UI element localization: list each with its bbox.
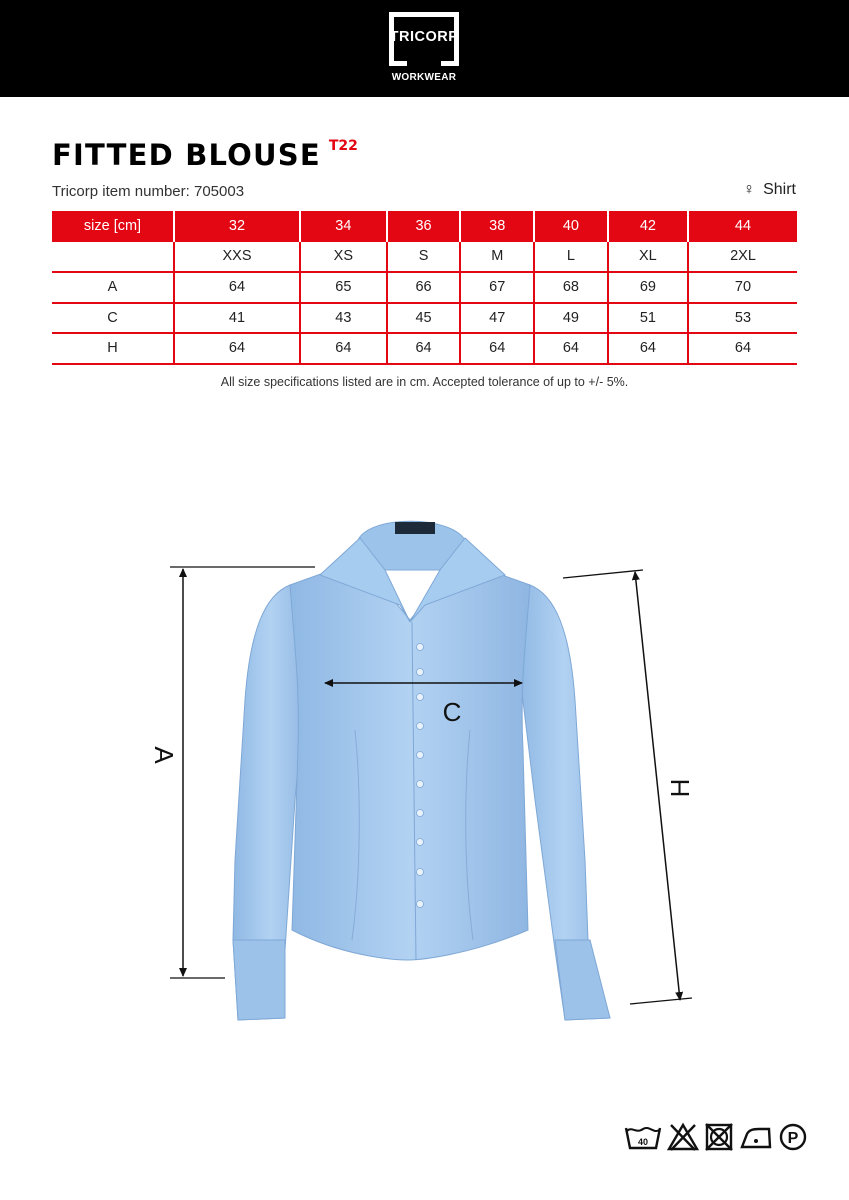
table-cell: 64: [460, 333, 534, 364]
table-cell: 66: [387, 272, 461, 303]
table-cell: 41: [174, 303, 300, 334]
gender-badge: [743, 181, 796, 199]
item-number: Tricorp item number: 705003: [52, 183, 245, 200]
table-header-cell: 34: [300, 211, 387, 242]
label-c: C: [442, 697, 462, 727]
table-cell: XL: [608, 242, 688, 273]
table-cell: L: [534, 242, 608, 273]
table-cell: 43: [300, 303, 387, 334]
iron-low-icon: [739, 1122, 773, 1152]
product-title: FITTED BLOUSE: [52, 138, 321, 172]
table-cell: H: [52, 333, 174, 364]
table-header-cell: 32: [174, 211, 300, 242]
label-a: A: [149, 746, 180, 764]
table-cell: A: [52, 272, 174, 303]
table-cell: 64: [688, 333, 797, 364]
table-header-cell: 42: [608, 211, 688, 242]
table-cell: 64: [534, 333, 608, 364]
no-bleach-icon: [667, 1122, 699, 1152]
care-instructions: [624, 1122, 799, 1152]
no-tumble-dry-icon: [704, 1122, 734, 1152]
brand-logo: [380, 12, 470, 86]
product-code: T22: [328, 138, 358, 154]
table-header-cell: 36: [387, 211, 461, 242]
table-header-cell: 44: [688, 211, 797, 242]
table-cell: 64: [174, 333, 300, 364]
table-cell: 64: [608, 333, 688, 364]
table-header-cell: size [cm]: [52, 211, 174, 242]
size-table-header: [52, 211, 797, 242]
table-header-cell: 40: [534, 211, 608, 242]
table-cell: S: [387, 242, 461, 273]
header-bar: [0, 0, 849, 97]
table-cell: 45: [387, 303, 461, 334]
table-cell: 69: [608, 272, 688, 303]
table-cell: 67: [460, 272, 534, 303]
table-cell: 2XL: [688, 242, 797, 273]
table-row: [52, 242, 797, 273]
table-cell: 70: [688, 272, 797, 303]
label-h: H: [664, 778, 695, 798]
table-cell: 64: [387, 333, 461, 364]
svg-text:40: 40: [637, 1137, 649, 1147]
table-cell: 68: [534, 272, 608, 303]
dry-clean-p-icon: [778, 1122, 808, 1152]
shirt-illustration: [233, 521, 610, 1020]
table-row: [52, 272, 797, 303]
table-cell: 65: [300, 272, 387, 303]
female-icon: ♀: [743, 181, 756, 198]
table-cell: 49: [534, 303, 608, 334]
wash-40-icon: [624, 1122, 662, 1152]
brand-name: TRICORP: [389, 29, 459, 45]
table-row: [52, 303, 797, 334]
table-row: [52, 333, 797, 364]
table-cell: 64: [300, 333, 387, 364]
table-cell: XXS: [174, 242, 300, 273]
table-cell: 53: [688, 303, 797, 334]
table-header-cell: 38: [460, 211, 534, 242]
tolerance-note: All size specifications listed are in cm. Accepted tolerance of up to +/- 5%.: [220, 375, 629, 389]
gender-label: Shirt: [763, 181, 796, 198]
table-cell: 47: [460, 303, 534, 334]
table-cell: 64: [174, 272, 300, 303]
garment-measurement-diagram: [130, 500, 695, 1030]
table-cell: M: [460, 242, 534, 273]
brand-subtitle: WORKWEAR: [391, 72, 457, 83]
table-cell: XS: [300, 242, 387, 273]
table-cell: [52, 242, 174, 273]
svg-text:P: P: [787, 1130, 799, 1147]
size-table: [52, 211, 797, 365]
table-cell: 51: [608, 303, 688, 334]
table-cell: C: [52, 303, 174, 334]
product-title-row: [52, 138, 358, 178]
